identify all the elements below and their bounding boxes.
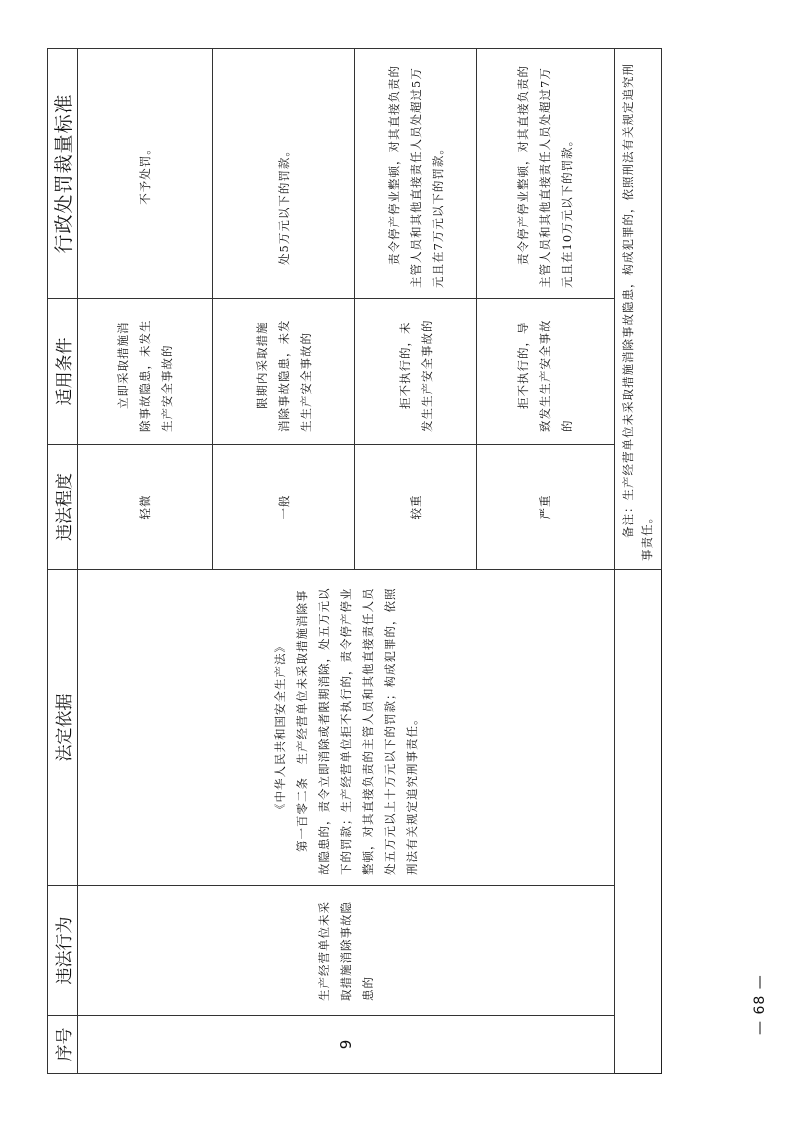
header-basis: 法定依据 bbox=[48, 570, 78, 886]
standard-minor: 不予处罚。 bbox=[78, 49, 213, 299]
header-behavior: 违法行为 bbox=[48, 886, 78, 1016]
degree-severe: 严重 bbox=[476, 445, 614, 570]
page-number: — 68 — bbox=[752, 974, 768, 1035]
standard-serious: 责令停产停业整顿，对其直接负责的主管人员和其他直接责任人员处超过5万元且在7万元以下的罚款。 bbox=[355, 49, 476, 299]
condition-serious: 拒不执行的，未发生生产安全事故的 bbox=[355, 299, 476, 445]
standard-general: 处5万元以下的罚款。 bbox=[213, 49, 355, 299]
row-seq: 9 bbox=[78, 1016, 615, 1074]
rotated-table-container bbox=[47, 49, 662, 1074]
degree-minor: 轻微 bbox=[78, 445, 213, 570]
penalty-table bbox=[47, 48, 662, 1074]
row-legal-basis bbox=[78, 570, 615, 886]
degree-serious: 较重 bbox=[355, 445, 476, 570]
header-seq: 序号 bbox=[48, 1016, 78, 1074]
header-degree: 违法程度 bbox=[48, 445, 78, 570]
degree-general: 一般 bbox=[213, 445, 355, 570]
header-condition: 适用条件 bbox=[48, 299, 78, 445]
note-spacer bbox=[614, 570, 661, 1074]
note-text: 备注：生产经营单位未采取措施消除事故隐患，构成犯罪的，依照刑法有关规定追究刑事责任。 bbox=[620, 63, 654, 561]
header-standard: 行政处罚裁量标准 bbox=[48, 49, 78, 299]
condition-general: 限期内采取措施消除事故隐患，未发生生产安全事故的 bbox=[213, 299, 355, 445]
note-row bbox=[614, 49, 661, 1074]
note-cell bbox=[614, 49, 661, 570]
condition-severe: 拒不执行的，导致发生生产安全事故的 bbox=[476, 299, 614, 445]
standard-severe: 责令停产停业整顿，对其直接负责的主管人员和其他直接责任人员处超过7万元且在10万元以下的罚款。 bbox=[476, 49, 614, 299]
basis-body: 第一百零二条 生产经营单位未采取措施消除事故隐患的，责令立即消除或者限期消除，处五万元以下的罚款；生产经营单位拒不执行的，责令停产停业整顿，对其直接负责的主管人员和其他直接责任人员处五万元以上十万元以下的罚款；构成犯罪的，依照刑法有关规定追究刑事责任。 bbox=[294, 587, 419, 875]
header-row bbox=[48, 49, 78, 1074]
row-behavior: 生产经营单位未采取措施消除事故隐患的 bbox=[78, 886, 615, 1016]
condition-minor: 立即采取措施消除事故隐患，未发生生产安全事故的 bbox=[78, 299, 213, 445]
table-row bbox=[78, 49, 213, 1074]
basis-title: 《中华人民共和国安全生产法》 bbox=[272, 640, 287, 815]
